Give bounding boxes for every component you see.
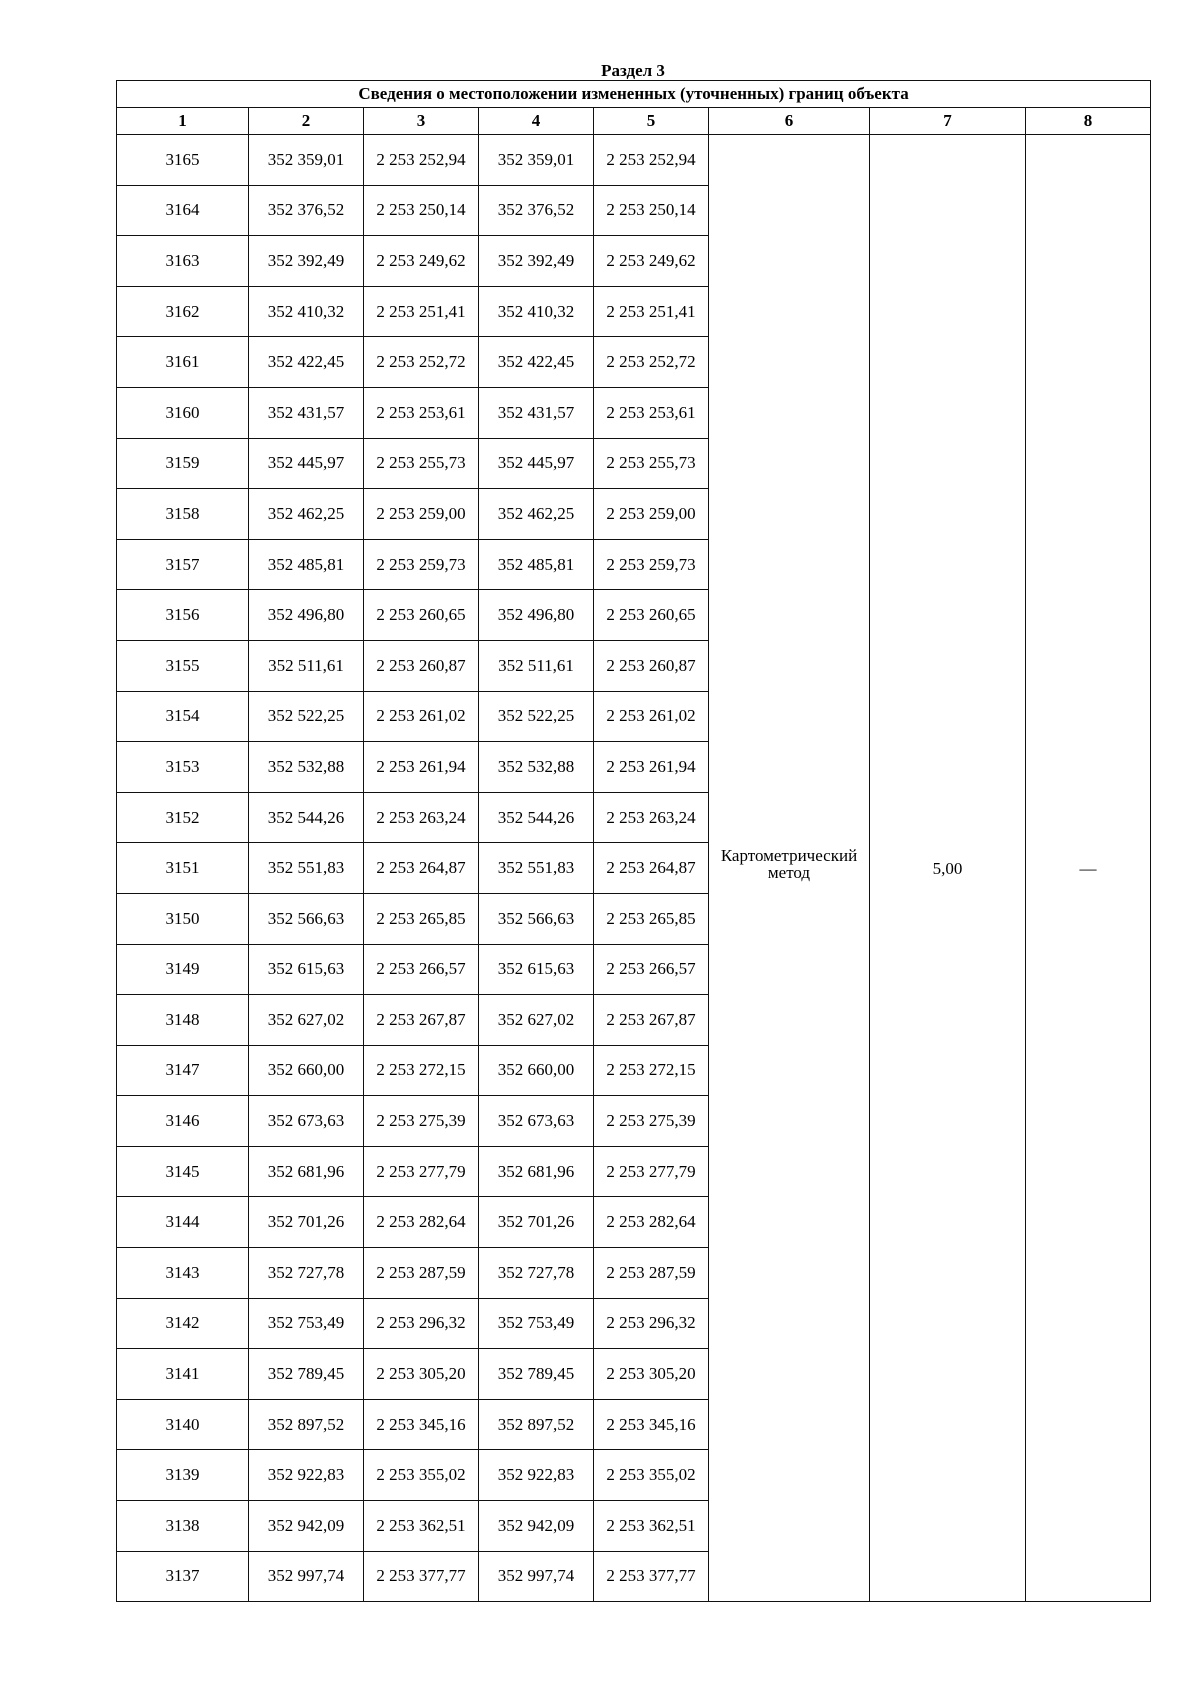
y-refined-cell: 2 253 264,87 [594,843,709,894]
x-existing-cell: 352 392,49 [249,236,364,287]
y-existing-cell: 2 253 250,14 [364,185,479,236]
y-existing-cell: 2 253 305,20 [364,1349,479,1400]
x-refined-cell: 352 496,80 [479,590,594,641]
point-number-cell: 3154 [117,691,249,742]
x-refined-cell: 352 422,45 [479,337,594,388]
y-existing-cell: 2 253 259,73 [364,539,479,590]
y-existing-cell: 2 253 249,62 [364,236,479,287]
x-refined-cell: 352 681,96 [479,1146,594,1197]
y-refined-cell: 2 253 252,72 [594,337,709,388]
coordinates-table [116,80,1151,1602]
y-refined-cell: 2 253 287,59 [594,1248,709,1299]
column-header-7: 7 [870,108,1026,135]
method-cell [709,135,870,1602]
x-refined-cell: 352 673,63 [479,1096,594,1147]
y-existing-cell: 2 253 272,15 [364,1045,479,1096]
point-number-cell: 3144 [117,1197,249,1248]
y-refined-cell: 2 253 259,00 [594,489,709,540]
method-line-1: Картометрический [720,846,858,866]
y-refined-cell: 2 253 259,73 [594,539,709,590]
y-existing-cell: 2 253 252,72 [364,337,479,388]
x-refined-cell: 352 462,25 [479,489,594,540]
x-refined-cell: 352 410,32 [479,286,594,337]
table-caption: Сведения о местоположении измененных (уточненных) границ объекта [117,81,1151,108]
x-refined-cell: 352 942,09 [479,1501,594,1552]
point-number-cell: 3137 [117,1551,249,1602]
point-number-cell: 3141 [117,1349,249,1400]
y-refined-cell: 2 253 362,51 [594,1501,709,1552]
y-refined-cell: 2 253 250,14 [594,185,709,236]
x-existing-cell: 352 511,61 [249,640,364,691]
y-existing-cell: 2 253 377,77 [364,1551,479,1602]
x-existing-cell: 352 789,45 [249,1349,364,1400]
y-existing-cell: 2 253 252,94 [364,135,479,186]
column-header-8: 8 [1026,108,1151,135]
table-body [117,135,1151,1602]
point-number-cell: 3143 [117,1248,249,1299]
point-number-cell: 3147 [117,1045,249,1096]
x-existing-cell: 352 942,09 [249,1501,364,1552]
point-number-cell: 3142 [117,1298,249,1349]
point-number-cell: 3149 [117,944,249,995]
x-existing-cell: 352 462,25 [249,489,364,540]
x-refined-cell: 352 511,61 [479,640,594,691]
y-refined-cell: 2 253 251,41 [594,286,709,337]
x-existing-cell: 352 431,57 [249,387,364,438]
point-number-cell: 3164 [117,185,249,236]
x-refined-cell: 352 532,88 [479,742,594,793]
point-number-cell: 3140 [117,1399,249,1450]
y-existing-cell: 2 253 266,57 [364,944,479,995]
y-existing-cell: 2 253 251,41 [364,286,479,337]
y-refined-cell: 2 253 282,64 [594,1197,709,1248]
point-number-cell: 3162 [117,286,249,337]
x-refined-cell: 352 566,63 [479,893,594,944]
y-refined-cell: 2 253 355,02 [594,1450,709,1501]
x-existing-cell: 352 551,83 [249,843,364,894]
point-number-cell: 3146 [117,1096,249,1147]
x-existing-cell: 352 615,63 [249,944,364,995]
table-caption-row [117,81,1151,108]
y-existing-cell: 2 253 277,79 [364,1146,479,1197]
point-number-cell: 3165 [117,135,249,186]
x-existing-cell: 352 727,78 [249,1248,364,1299]
y-existing-cell: 2 253 264,87 [364,843,479,894]
x-existing-cell: 352 997,74 [249,1551,364,1602]
x-refined-cell: 352 789,45 [479,1349,594,1400]
y-existing-cell: 2 253 260,87 [364,640,479,691]
x-refined-cell: 352 615,63 [479,944,594,995]
point-number-cell: 3152 [117,792,249,843]
y-refined-cell: 2 253 296,32 [594,1298,709,1349]
point-number-cell: 3151 [117,843,249,894]
x-refined-cell: 352 922,83 [479,1450,594,1501]
x-existing-cell: 352 496,80 [249,590,364,641]
y-refined-cell: 2 253 263,24 [594,792,709,843]
y-existing-cell: 2 253 261,02 [364,691,479,742]
point-number-cell: 3153 [117,742,249,793]
x-existing-cell: 352 376,52 [249,185,364,236]
point-number-cell: 3158 [117,489,249,540]
x-refined-cell: 352 485,81 [479,539,594,590]
x-existing-cell: 352 445,97 [249,438,364,489]
method-line-2: метод [767,863,811,883]
x-refined-cell: 352 445,97 [479,438,594,489]
y-existing-cell: 2 253 355,02 [364,1450,479,1501]
y-refined-cell: 2 253 266,57 [594,944,709,995]
x-refined-cell: 352 376,52 [479,185,594,236]
x-refined-cell: 352 392,49 [479,236,594,287]
y-existing-cell: 2 253 267,87 [364,995,479,1046]
y-refined-cell: 2 253 267,87 [594,995,709,1046]
x-refined-cell: 352 522,25 [479,691,594,742]
y-existing-cell: 2 253 265,85 [364,893,479,944]
y-existing-cell: 2 253 255,73 [364,438,479,489]
x-existing-cell: 352 673,63 [249,1096,364,1147]
column-number-row [117,108,1151,135]
x-refined-cell: 352 727,78 [479,1248,594,1299]
y-refined-cell: 2 253 261,94 [594,742,709,793]
x-refined-cell: 352 753,49 [479,1298,594,1349]
y-existing-cell: 2 253 260,65 [364,590,479,641]
x-refined-cell: 352 431,57 [479,387,594,438]
x-refined-cell: 352 997,74 [479,1551,594,1602]
y-existing-cell: 2 253 253,61 [364,387,479,438]
x-existing-cell: 352 897,52 [249,1399,364,1450]
y-existing-cell: 2 253 259,00 [364,489,479,540]
point-number-cell: 3138 [117,1501,249,1552]
y-refined-cell: 2 253 260,65 [594,590,709,641]
y-refined-cell: 2 253 253,61 [594,387,709,438]
x-refined-cell: 352 359,01 [479,135,594,186]
x-existing-cell: 352 627,02 [249,995,364,1046]
y-existing-cell: 2 253 261,94 [364,742,479,793]
point-number-cell: 3163 [117,236,249,287]
x-existing-cell: 352 359,01 [249,135,364,186]
y-refined-cell: 2 253 345,16 [594,1399,709,1450]
x-existing-cell: 352 566,63 [249,893,364,944]
y-refined-cell: 2 253 275,39 [594,1096,709,1147]
y-existing-cell: 2 253 275,39 [364,1096,479,1147]
point-number-cell: 3161 [117,337,249,388]
x-existing-cell: 352 922,83 [249,1450,364,1501]
x-existing-cell: 352 485,81 [249,539,364,590]
column-header-6: 6 [709,108,870,135]
column-header-5: 5 [594,108,709,135]
accuracy-cell: 5,00 [870,135,1026,1602]
x-refined-cell: 352 544,26 [479,792,594,843]
point-number-cell: 3159 [117,438,249,489]
y-existing-cell: 2 253 282,64 [364,1197,479,1248]
x-existing-cell: 352 701,26 [249,1197,364,1248]
x-refined-cell: 352 551,83 [479,843,594,894]
point-number-cell: 3155 [117,640,249,691]
x-existing-cell: 352 753,49 [249,1298,364,1349]
x-existing-cell: 352 422,45 [249,337,364,388]
column-header-3: 3 [364,108,479,135]
section-title: Раздел 3 [601,61,665,80]
y-refined-cell: 2 253 305,20 [594,1349,709,1400]
y-existing-cell: 2 253 263,24 [364,792,479,843]
y-existing-cell: 2 253 287,59 [364,1248,479,1299]
y-existing-cell: 2 253 362,51 [364,1501,479,1552]
y-refined-cell: 2 253 252,94 [594,135,709,186]
x-refined-cell: 352 627,02 [479,995,594,1046]
y-refined-cell: 2 253 277,79 [594,1146,709,1197]
y-existing-cell: 2 253 296,32 [364,1298,479,1349]
x-refined-cell: 352 660,00 [479,1045,594,1096]
point-number-cell: 3160 [117,387,249,438]
y-refined-cell: 2 253 272,15 [594,1045,709,1096]
y-refined-cell: 2 253 249,62 [594,236,709,287]
x-refined-cell: 352 897,52 [479,1399,594,1450]
y-refined-cell: 2 253 261,02 [594,691,709,742]
x-existing-cell: 352 681,96 [249,1146,364,1197]
x-existing-cell: 352 660,00 [249,1045,364,1096]
column-header-4: 4 [479,108,594,135]
column8-cell: — [1026,135,1151,1602]
x-existing-cell: 352 532,88 [249,742,364,793]
column-header-2: 2 [249,108,364,135]
point-number-cell: 3148 [117,995,249,1046]
y-refined-cell: 2 253 255,73 [594,438,709,489]
point-number-cell: 3157 [117,539,249,590]
y-refined-cell: 2 253 377,77 [594,1551,709,1602]
point-number-cell: 3150 [117,893,249,944]
table-row [117,135,1151,186]
y-existing-cell: 2 253 345,16 [364,1399,479,1450]
point-number-cell: 3156 [117,590,249,641]
x-refined-cell: 352 701,26 [479,1197,594,1248]
point-number-cell: 3139 [117,1450,249,1501]
y-refined-cell: 2 253 260,87 [594,640,709,691]
y-refined-cell: 2 253 265,85 [594,893,709,944]
x-existing-cell: 352 410,32 [249,286,364,337]
x-existing-cell: 352 544,26 [249,792,364,843]
point-number-cell: 3145 [117,1146,249,1197]
column-header-1: 1 [117,108,249,135]
x-existing-cell: 352 522,25 [249,691,364,742]
